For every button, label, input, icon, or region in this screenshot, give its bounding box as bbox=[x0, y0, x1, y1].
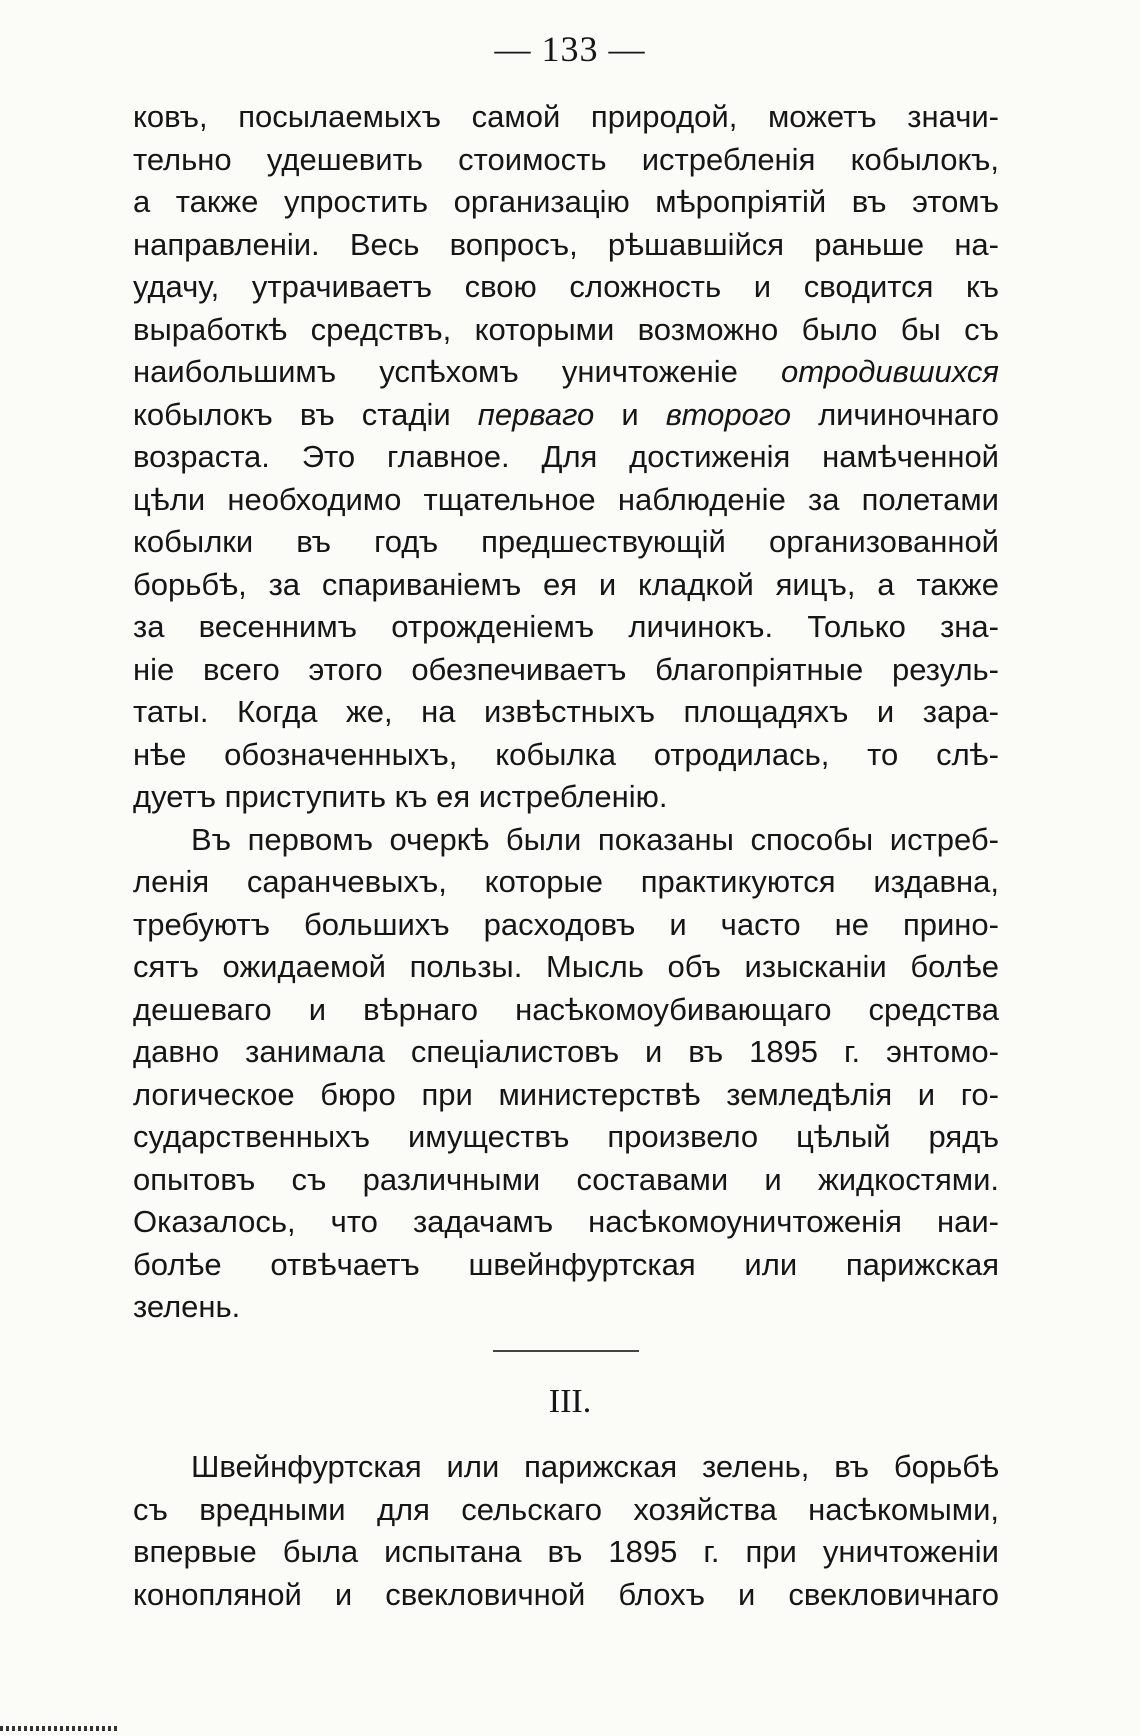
text-line: логическое бюро при министерствѣ земледѣлія и го- bbox=[133, 1076, 999, 1112]
text-line: борьбѣ, за спариваніемъ ея и кладкой яицъ, а также bbox=[133, 566, 999, 602]
italic-term: отродившихся bbox=[781, 354, 999, 389]
text-line: Оказалось, что задачамъ насѣкомоуничтоженія наи- bbox=[133, 1204, 999, 1239]
text-line: съ вредными для сельскаго хозяйства насѣкомыми, bbox=[133, 1491, 999, 1527]
body-text-lower bbox=[133, 1446, 999, 1616]
text-line: кобылки въ годъ предшествующій организованной bbox=[133, 524, 999, 559]
text-line: впервые была испытана въ 1895 г. при уничтоженіи bbox=[133, 1534, 999, 1569]
text-line: направленіи. Весь вопросъ, рѣшавшійся раньше на- bbox=[133, 226, 999, 262]
text-line: болѣе отвѣчаетъ швейнфуртская или парижская bbox=[133, 1246, 999, 1282]
text-line: Швейнфуртская или парижская зелень, въ борьбѣ bbox=[191, 1449, 999, 1484]
text-line: ніе всего этого обезпечиваетъ благопріятные резуль- bbox=[133, 651, 999, 687]
text-line: опытовъ съ различными составами и жидкостями. bbox=[133, 1161, 999, 1197]
body-text-upper bbox=[133, 96, 999, 1329]
text-line: дуетъ приступить къ ея истребленію. bbox=[133, 779, 668, 814]
text-line: нѣе обозначенныхъ, кобылка отродилась, то слѣ- bbox=[133, 736, 999, 772]
text-run: кобылокъ въ стадіи bbox=[133, 396, 478, 432]
text-line: удачу, утрачиваетъ свою сложность и сводится къ bbox=[133, 269, 999, 304]
text-line: цѣли необходимо тщательное наблюденіе за полетами bbox=[133, 481, 999, 517]
text-run: личиночнаго bbox=[790, 396, 999, 432]
text-line: а также упростить организацію мѣропріятій въ этомъ bbox=[133, 184, 999, 219]
section-divider bbox=[493, 1350, 639, 1352]
text-line: зелень. bbox=[133, 1289, 241, 1324]
text-line: конопляной и свекловичной блохъ и свекловичнаго bbox=[133, 1576, 999, 1612]
text-line: сятъ ожидаемой пользы. Мысль объ изысканіи болѣе bbox=[133, 949, 999, 984]
text-line: давно занимала спеціалистовъ и въ 1895 г. энтомо- bbox=[133, 1034, 999, 1069]
text-line: ковъ, посылаемыхъ самой природой, можетъ значи- bbox=[133, 99, 999, 134]
page-number: — 133 — bbox=[494, 29, 646, 69]
section-heading: III. bbox=[548, 1383, 592, 1420]
text-line: ленія саранчевыхъ, которые практикуются издавна, bbox=[133, 864, 999, 899]
text-line bbox=[133, 394, 999, 437]
text-run: и bbox=[594, 396, 666, 432]
italic-term: второго bbox=[665, 396, 791, 432]
text-run: наибольшимъ успѣхомъ уничтоженіе bbox=[133, 354, 782, 389]
text-line: за весеннимъ отрожденіемъ личинокъ. Только зна- bbox=[133, 609, 999, 644]
text-line: сударственныхъ имуществъ произвело цѣлый рядъ bbox=[133, 1119, 999, 1154]
text-line: требуютъ большихъ расходовъ и часто не прино- bbox=[133, 906, 999, 942]
text-line: возраста. Это главное. Для достиженія намѣченной bbox=[133, 439, 999, 474]
text-line: дешеваго и вѣрнаго насѣкомоубивающаго средства bbox=[133, 991, 999, 1027]
text-line: таты. Когда же, на извѣстныхъ площадяхъ и зара- bbox=[133, 694, 999, 729]
text-line: тельно удешевить стоимость истребленія кобылокъ, bbox=[133, 141, 999, 177]
scan-artifact bbox=[0, 1726, 120, 1731]
text-line bbox=[133, 351, 999, 394]
text-line: Въ первомъ очеркѣ были показаны способы истреб- bbox=[191, 821, 999, 857]
italic-term: перваго bbox=[477, 396, 595, 432]
text-line: выработкѣ средствъ, которыми возможно было бы съ bbox=[133, 311, 999, 347]
